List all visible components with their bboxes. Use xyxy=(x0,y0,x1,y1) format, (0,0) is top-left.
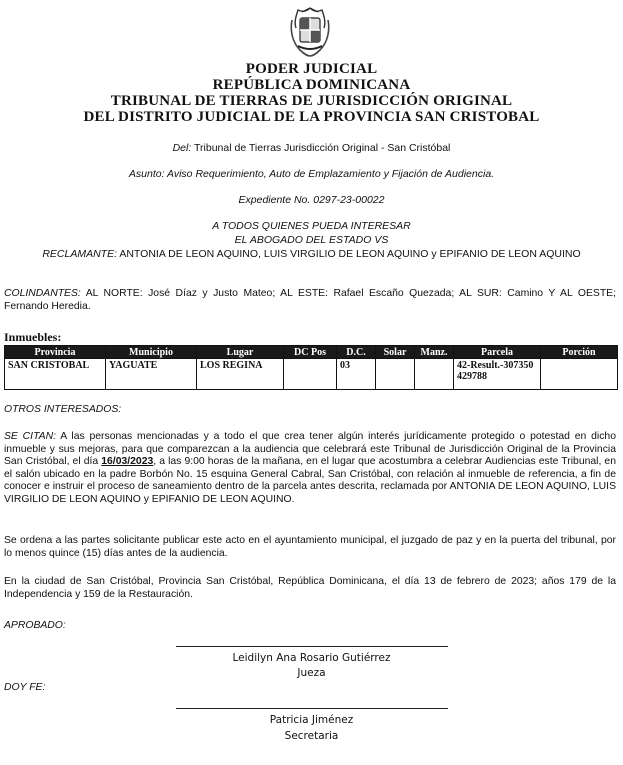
otros-interesados: OTROS INTERESADOS: xyxy=(4,404,122,415)
se-citan-paragraph xyxy=(4,431,616,507)
colindantes-label: COLINDANTES: xyxy=(4,288,81,299)
jueza-signature-line xyxy=(176,646,448,647)
del-label: Del: xyxy=(172,142,192,154)
col-municipio: Municipio xyxy=(106,346,197,359)
colindantes-value: AL NORTE: José Díaz y Justo Mateo; AL ESTE: Rafael Escaño Quezada; AL SUR: Camino Y AL OESTE; Fernando Heredia. xyxy=(4,288,616,312)
secretaria-name: Patricia Jiménez xyxy=(269,714,354,726)
cell-solar xyxy=(376,359,415,390)
se-citan-label: SE CITAN: xyxy=(4,431,56,442)
todos-line: A TODOS QUIENES PUEDA INTERESAR xyxy=(212,220,411,232)
cell-dc: 03 xyxy=(337,359,376,390)
secretaria-signature-line xyxy=(176,708,448,709)
cell-lugar: LOS REGINA xyxy=(197,359,284,390)
col-dc-pos: DC Pos xyxy=(284,346,337,359)
abogado-line: EL ABOGADO DEL ESTADO VS xyxy=(234,234,389,246)
header-tribunal: TRIBUNAL DE TIERRAS DE JURISDICCIÓN ORIGINAL xyxy=(110,93,513,109)
cell-dc-pos xyxy=(284,359,337,390)
cell-parcela: 42-Result.-307350429788 xyxy=(454,359,541,390)
reclamante-label: RECLAMANTE: xyxy=(42,248,117,260)
table-header-row xyxy=(5,346,618,359)
col-manz: Manz. xyxy=(415,346,454,359)
inmuebles-table xyxy=(4,345,618,390)
col-solar: Solar xyxy=(376,346,415,359)
cell-municipio: YAGUATE xyxy=(106,359,197,390)
col-dc: D.C. xyxy=(337,346,376,359)
header-distrito: DEL DISTRITO JUDICIAL DE LA PROVINCIA SAN CRISTOBAL xyxy=(83,109,540,125)
col-porcion: Porción xyxy=(541,346,618,359)
secretaria-role: Secretaria xyxy=(284,730,339,742)
ordena-paragraph: Se ordena a las partes solicitante publicar este acto en el ayuntamiento municipal, el juzgado de paz y en la puerta del tribunal, por lo menos quince (15) días antes de la audiencia. xyxy=(4,535,616,559)
se-citan-text-2: , a las 9:00 horas de la mañana, en el lugar que acostumbra a celebrar Audiencias este Tribunal, en el salón ubicado en la padre Borbón No. 15 esquina General Cabral, San Cristóbal, con relación al inmueble de referencia, a fin de conocer e instruir el proceso de saneamiento dentro de la parcela antes descrita, reclamada por ANTONIA DE LEON AQUINO, LUIS VIRGILIO DE LEON AQUINO y EPIFANIO DE LEON AQUINO. xyxy=(4,456,616,505)
del-value: Tribunal de Tierras Jurisdicción Original - San Cristóbal xyxy=(194,142,451,154)
cell-porcion xyxy=(541,359,618,390)
jueza-name: Leidilyn Ana Rosario Gutiérrez xyxy=(232,652,391,664)
asunto-line: Asunto: Aviso Requerimiento, Auto de Emplazamiento y Fijación de Audiencia. xyxy=(128,168,495,180)
jueza-role: Jueza xyxy=(297,667,326,679)
ciudad-paragraph: En la ciudad de San Cristóbal, Provincia San Cristóbal, República Dominicana, el día 13 de febrero de 2023; años 179 de la Independencia y 159 de la Restauración. xyxy=(4,576,616,600)
reclamante-line xyxy=(0,248,623,261)
colindantes-paragraph xyxy=(4,288,616,313)
col-provincia: Provincia xyxy=(5,346,106,359)
col-lugar: Lugar xyxy=(197,346,284,359)
col-parcela: Parcela xyxy=(454,346,541,359)
cell-manz xyxy=(415,359,454,390)
coat-of-arms-seal xyxy=(288,6,332,58)
table-row xyxy=(5,359,618,390)
header-republica: REPÚBLICA DOMINICANA xyxy=(212,77,411,93)
inmuebles-title: Inmuebles: xyxy=(4,330,62,344)
expediente-line: Expediente No. 0297-23-00022 xyxy=(238,194,385,206)
header-poder-judicial: PODER JUDICIAL xyxy=(245,61,378,77)
del-line xyxy=(0,142,623,155)
doy-fe-label: DOY FE: xyxy=(4,682,46,693)
se-citan-text-1: A las personas mencionadas y a todo el que crea tener algún interés jurídicamente protegido o potestad en dicho inmueble y sus mejoras, para que comparezcan a la audiencia que celebrará este Tribunal de Jurisdicción Original de la Provincia San Cristóbal, el día xyxy=(4,431,616,468)
cell-provincia: SAN CRISTOBAL xyxy=(5,359,106,390)
reclamante-value: ANTONIA DE LEON AQUINO, LUIS VIRGILIO DE LEON AQUINO y EPIFANIO DE LEON AQUINO xyxy=(119,248,581,260)
audiencia-date: 16/03/2023 xyxy=(101,456,154,468)
aprobado-label: APROBADO: xyxy=(4,620,66,631)
